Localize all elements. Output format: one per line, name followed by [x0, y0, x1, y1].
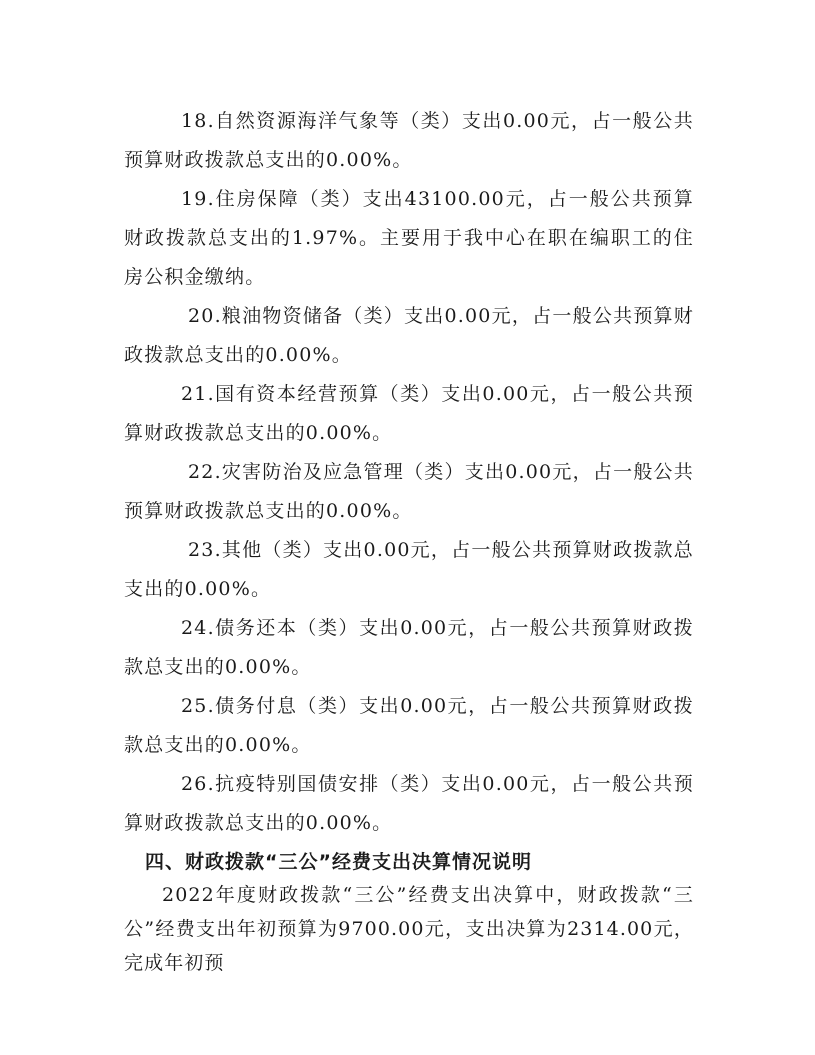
paragraph-item-25: 25.债务付息（类）支出0.00元，占一般公共预算财政拨款总支出的0.00%。: [124, 695, 694, 756]
paragraph-item-23: 23.其他（类）支出0.00元，占一般公共预算财政拨款总支出的0.00%。: [124, 539, 694, 600]
paragraph-item-26: 26.抗疫特别国债安排（类）支出0.00元，占一般公共预算财政拨款总支出的0.00%。: [124, 773, 694, 834]
paragraph-item-21: 21.国有资本经营预算（类）支出0.00元，占一般公共预算财政拨款总支出的0.00%。: [124, 383, 694, 444]
section-heading: 四、财政拨款“三公”经费支出决算情况说明: [145, 851, 532, 873]
paragraph-item-20: 20.粮油物资储备（类）支出0.00元，占一般公共预算财政拨款总支出的0.00%。: [124, 305, 694, 366]
paragraph-item-18: 18.自然资源海洋气象等（类）支出0.00元，占一般公共预算财政拨款总支出的0.00%。: [124, 110, 694, 171]
paragraph-item-19: 19.住房保障（类）支出43100.00元，占一般公共预算财政拨款总支出的1.97%。主要用于我中心在职在编职工的住房公积金缴纳。: [124, 188, 694, 288]
section-body-paragraph: 2022年度财政拨款“三公”经费支出决算中，财政拨款“三公”经费支出年初预算为9700.00元，支出决算为2314.00元，完成年初预: [124, 884, 694, 974]
paragraph-item-22: 22.灾害防治及应急管理（类）支出0.00元，占一般公共预算财政拨款总支出的0.00%。: [124, 461, 694, 522]
paragraph-item-24: 24.债务还本（类）支出0.00元，占一般公共预算财政拨款总支出的0.00%。: [124, 617, 694, 678]
